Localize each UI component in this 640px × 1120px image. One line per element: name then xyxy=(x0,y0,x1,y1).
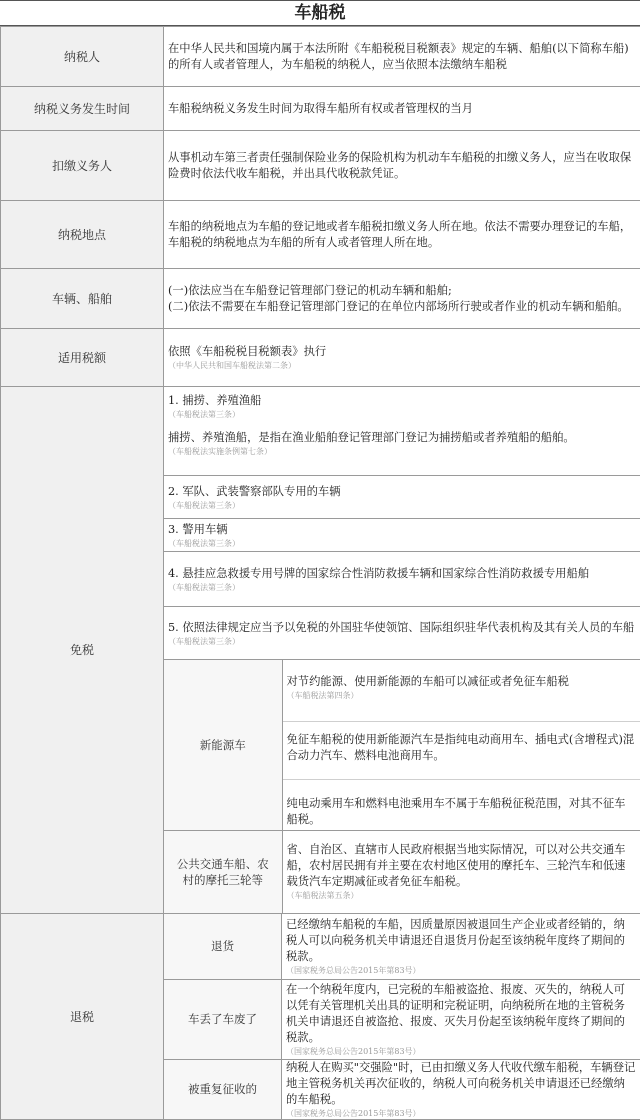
withholding-text: 从事机动车第三者责任强制保险业务的保险机构为机动车车船税的扣缴义务人，应当在收取保险费时依法代收车船税，并出具代收税款凭证。 xyxy=(164,131,640,201)
refund-item-1-label: 退货 xyxy=(164,913,282,979)
exemption-item-1-detail-ref: （车船税法实施条例第七条） xyxy=(168,446,636,457)
exemption-item-4-ref: （车船税法第三条） xyxy=(168,582,636,593)
vehicles-text xyxy=(164,269,640,329)
exemption-item-3-text: 3. 警用车辆 xyxy=(168,522,636,538)
rural-text: 省、自治区、直辖市人民政府根据当地实际情况，可以对公共交通车船，农村居民拥有并主要在农村地区使用的摩托车、三轮汽车和低速载货汽车定期减征或者免征车船税。 xyxy=(287,842,637,890)
exemption-nested-cell xyxy=(164,660,640,914)
taxpayer-label: 纳税人 xyxy=(1,27,164,87)
rural-ref: （车船税法第五条） xyxy=(287,890,637,901)
exemption-item-5-text: 5. 依照法律规定应当予以免税的外国驻华使领馆、国际组织驻华代表机构及其有关人员的车船 xyxy=(168,620,636,636)
new-energy-a-text: 对节约能源、使用新能源的车船可以减征或者免征车船税 xyxy=(287,674,637,690)
exemption-item-3-ref: （车船税法第三条） xyxy=(168,538,636,549)
rate-ref: （中华人民共和国车船税法第二条） xyxy=(168,360,636,371)
exemption-item-2-text: 2. 军队、武装警察部队专用的车辆 xyxy=(168,484,636,500)
exemption-item-2 xyxy=(164,476,640,519)
exemption-nested-table xyxy=(164,660,640,913)
exemption-item-1-text: 1. 捕捞、养殖渔船 xyxy=(168,393,636,409)
new-energy-b xyxy=(283,722,640,780)
exemption-item-5-ref: （车船税法第三条） xyxy=(168,636,636,647)
exemption-item-1-detail: 捕捞、养殖渔船，是指在渔业船舶登记管理部门登记为捕捞船或者养殖船的船舶。 xyxy=(168,430,636,446)
page-title: 车船税 xyxy=(0,0,640,26)
refund-item-1-cell xyxy=(282,913,640,979)
tax-table xyxy=(0,26,640,1120)
new-energy-a xyxy=(283,660,640,722)
vehicles-label: 车辆、船舶 xyxy=(1,269,164,329)
exemption-item-2-ref: （车船税法第三条） xyxy=(168,500,636,511)
rural-label: 公共交通车船、农村的摩托三轮等 xyxy=(164,831,282,913)
rate-cell xyxy=(164,329,640,387)
refund-item-1-text: 已经缴纳车船税的车船，因质量原因被退回生产企业或者经销的，纳税人可以向税务机关申请退还自退货月份起至该纳税年度终了期间的税款。 xyxy=(286,917,636,965)
exemption-item-5 xyxy=(164,607,640,660)
exemption-label: 免税 xyxy=(1,387,164,914)
row-place xyxy=(1,201,640,269)
refund-item-2-ref: （国家税务总局公告2015年第83号） xyxy=(286,1046,636,1057)
rural-cell xyxy=(282,831,640,913)
row-refund-1 xyxy=(1,913,640,979)
rural-row xyxy=(164,831,640,913)
exemption-item-1 xyxy=(164,387,640,476)
row-vehicles xyxy=(1,269,640,329)
refund-item-3-cell xyxy=(282,1059,640,1119)
place-label: 纳税地点 xyxy=(1,201,164,269)
exemption-item-4-text: 4. 悬挂应急救援专用号牌的国家综合性消防救援车辆和国家综合性消防救援专用船舶 xyxy=(168,566,636,582)
refund-item-2-label: 车丢了车废了 xyxy=(164,979,282,1059)
new-energy-c-text: 纯电动乘用车和燃料电池乘用车不属于车船税征税范围，对其不征车船税。 xyxy=(287,796,637,828)
vehicles-line-1: (一)依法应当在车船登记管理部门登记的机动车辆和船舶; xyxy=(168,283,636,299)
rate-label: 适用税额 xyxy=(1,329,164,387)
refund-item-3-label: 被重复征收的 xyxy=(164,1059,282,1119)
refund-item-2-text: 在一个纳税年度内，已完税的车船被盗抢、报废、灭失的，纳税人可以凭有关管理机关出具的证明和完税证明，向纳税所在地的主管税务机关申请退还自被盗抢、报废、灭失月份起至该纳税年度终了期间的税款。 xyxy=(286,982,636,1046)
vehicles-line-2: (二)依法不需要在车船登记管理部门登记的在单位内部场所行驶或者作业的机动车辆和船舶。 xyxy=(168,299,636,315)
row-obligation-time xyxy=(1,87,640,131)
new-energy-cell xyxy=(282,660,640,831)
new-energy-label: 新能源车 xyxy=(164,660,282,831)
taxpayer-text: 在中华人民共和国境内属于本法所附《车船税税目税额表》规定的车辆、船舶(以下简称车船)的所有人或者管理人，为车船税的纳税人，应当依照本法缴纳车船税 xyxy=(164,27,640,87)
new-energy-b-text: 免征车船税的使用新能源汽车是指纯电动商用车、插电式(含增程式)混合动力汽车、燃料电池商用车。 xyxy=(287,732,637,764)
exemption-item-3 xyxy=(164,519,640,552)
rate-text: 依照《车船税税目税额表》执行 xyxy=(168,344,636,360)
withholding-label: 扣缴义务人 xyxy=(1,131,164,201)
row-rate xyxy=(1,329,640,387)
refund-item-3-ref: （国家税务总局公告2015年第83号） xyxy=(286,1108,636,1119)
exemption-item-1-ref: （车船税法第三条） xyxy=(168,409,636,420)
refund-item-3-text: 纳税人在购买"交强险"时，已由扣缴义务人代收代缴车船税，车辆登记地主管税务机关再次征收的，纳税人可向税务机关申请退还已经缴纳的车船税。 xyxy=(286,1060,636,1108)
new-energy-a-ref: （车船税法第四条） xyxy=(287,690,637,701)
place-text: 车船的纳税地点为车船的登记地或者车船税扣缴义务人所在地。依法不需要办理登记的车船，车船税的纳税地点为车船的所有人或者管理人所在地。 xyxy=(164,201,640,269)
new-energy-c xyxy=(283,780,640,830)
obligation-time-label: 纳税义务发生时间 xyxy=(1,87,164,131)
row-taxpayer xyxy=(1,27,640,87)
refund-label: 退税 xyxy=(1,913,164,1119)
row-exemption-1 xyxy=(1,387,640,476)
refund-item-1-ref: （国家税务总局公告2015年第83号） xyxy=(286,965,636,976)
new-energy-row xyxy=(164,660,640,831)
row-withholding xyxy=(1,131,640,201)
refund-item-2-cell xyxy=(282,979,640,1059)
obligation-time-text: 车船税纳税义务发生时间为取得车船所有权或者管理权的当月 xyxy=(164,87,640,131)
exemption-item-4 xyxy=(164,552,640,607)
